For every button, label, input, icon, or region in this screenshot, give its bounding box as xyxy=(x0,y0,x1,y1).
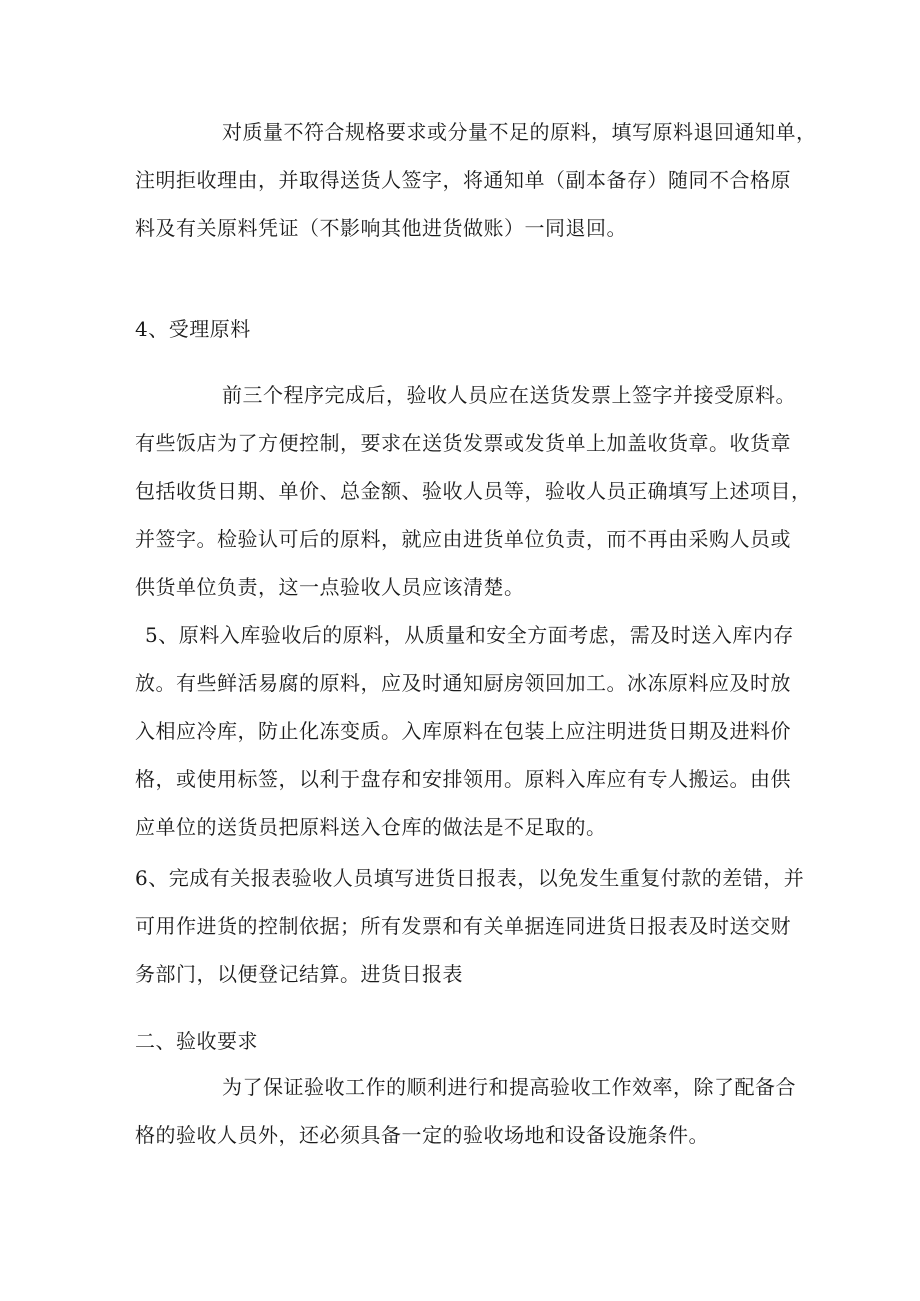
paragraph-line: 可用作进货的控制依据；所有发票和有关单据连同进货日报表及时送交财 xyxy=(135,914,791,938)
paragraph-line: 放。有些鲜活易腐的原料，应及时通知厨房领回加工。冰冻原料应及时放 xyxy=(135,671,791,695)
paragraph-line: 注明拒收理由，并取得送货人签字，将通知单（副本备存）随同不合格原 xyxy=(135,168,791,192)
paragraph-line: 有些饭店为了方便控制，要求在送货发票或发货单上加盖收货章。收货章 xyxy=(135,431,791,455)
section-heading: 4、受理原料 xyxy=(135,317,251,341)
paragraph-line: 对质量不符合规格要求或分量不足的原料，填写原料退回通知单， xyxy=(222,120,817,144)
paragraph-line: 格，或使用标签，以利于盘存和安排领用。原料入库应有专人搬运。由供 xyxy=(135,767,791,791)
paragraph-line: 格的验收人员外，还必须具备一定的验收场地和设备设施条件。 xyxy=(135,1123,709,1147)
paragraph-line: 并签字。检验认可后的原料，就应由进货单位负责，而不再由采购人员或 xyxy=(135,527,791,551)
paragraph-line: 5、原料入库验收后的原料，从质量和安全方面考虑，需及时送入库内存 xyxy=(145,623,794,647)
paragraph-line: 包括收货日期、单价、总金额、验收人员等，验收人员正确填写上述项目， xyxy=(135,479,812,503)
paragraph-line: 为了保证验收工作的顺利进行和提高验收工作效率，除了配备合 xyxy=(222,1075,796,1099)
paragraph-line: 应单位的送货员把原料送入仓库的做法是不足取的。 xyxy=(135,815,607,839)
paragraph-line: 供货单位负责，这一点验收人员应该清楚。 xyxy=(135,575,525,599)
paragraph-line: 务部门，以便登记结算。进货日报表 xyxy=(135,962,463,986)
section-heading: 二、验收要求 xyxy=(135,1029,258,1053)
paragraph-line: 料及有关原料凭证（不影响其他进货做账）一同退回。 xyxy=(135,216,627,240)
paragraph-line: 前三个程序完成后，验收人员应在送货发票上签字并接受原料。 xyxy=(222,383,796,407)
paragraph-line: 入相应冷库，防止化冻变质。入库原料在包装上应注明进货日期及进料价 xyxy=(135,719,791,743)
paragraph-line: 6、完成有关报表验收人员填写进货日报表，以免发生重复付款的差错，并 xyxy=(135,866,805,890)
